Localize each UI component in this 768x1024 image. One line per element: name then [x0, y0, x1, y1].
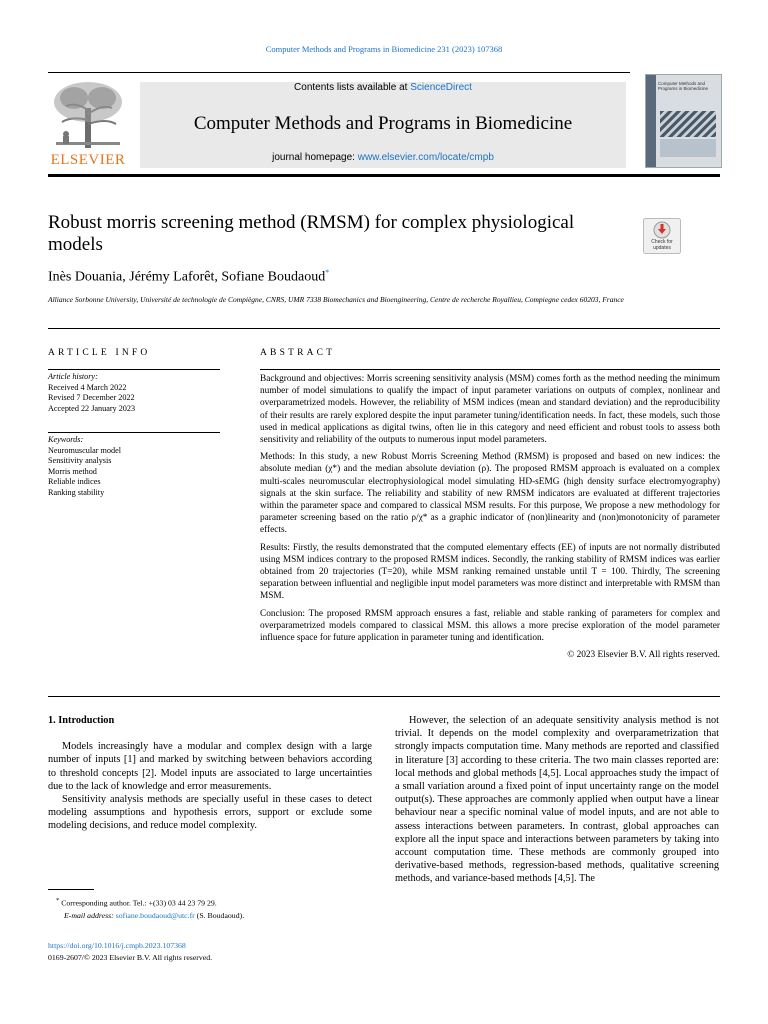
issn-copyright: 0169-2607/© 2023 Elsevier B.V. All rights reserved.	[48, 953, 213, 962]
article-info-rule	[48, 369, 220, 370]
keyword-item: Sensitivity analysis	[48, 456, 112, 466]
body-left-column	[48, 714, 372, 833]
abstract-results: Results: Firstly, the results demonstrated that the computed elementary effects (EE) of inputs are not normally distributed using MSM indices contrary to the proposed RMSM indices. Secondly, the ranking stability of RMSM indices was earlier obtained from 20 trajectories (T=20), while MSM ranking remained unstable until T = 100. Thirdly, The screening separation between influential and negligible input model parameters was more distinct and interpretable with RMSM than MSM.	[260, 542, 720, 602]
footnote	[56, 895, 244, 922]
history-label: Article history:	[48, 372, 98, 381]
body-paragraph: Models increasingly have a modular and complex design with a large number of inputs [1] and marked by switching between behaviors according to threshold concepts [2]. Model inputs are associated to large uncertainties due to the lack of knowledge and error measurements.	[48, 741, 372, 792]
contents-prefix: Contents lists available at	[294, 82, 408, 93]
journal-reference-link[interactable]: Computer Methods and Programs in Biomedicine 231 (2023) 107368	[265, 44, 503, 54]
affiliation-rule	[48, 328, 720, 329]
body-right-column	[395, 714, 719, 886]
authors-text: Inès Douania, Jérémy Laforêt, Sofiane Boudaoud	[48, 269, 326, 285]
abstract-conclusion: Conclusion: The proposed RMSM approach ensures a fast, reliable and stable ranking of parameters for complex and overparametrized models compared to classical MSM. this allows a more precise exploration of the model parameter influence space for future application in parameter tuning and identification.	[260, 608, 720, 644]
author-list	[48, 268, 329, 286]
history-revised: Revised 7 December 2022	[48, 393, 135, 403]
homepage-link[interactable]: www.elsevier.com/locate/cmpb	[357, 152, 494, 163]
footnote-email	[56, 910, 244, 922]
elsevier-wordmark: ELSEVIER	[50, 152, 126, 168]
corresponding-author-marker[interactable]: *	[325, 268, 330, 277]
body-paragraph: Sensitivity analysis methods are specially useful in these cases to detect modeling assumptions and hypothesis errors, support or exclude some modeling decisions, and reduce model complexity.	[48, 794, 372, 832]
journal-cover-image	[645, 74, 722, 168]
article-history	[48, 372, 220, 414]
keywords-block	[48, 435, 220, 499]
footnote-line1: Corresponding author. Tel.: +(33) 03 44 23 79 29.	[61, 898, 217, 908]
footnote-corresponding	[56, 895, 244, 910]
abstract-copyright: © 2023 Elsevier B.V. All rights reserved.	[567, 650, 720, 661]
footnote-marker: *	[56, 897, 60, 904]
abstract-methods: Methods: In this study, a new Robust Morris Screening Method (RMSM) is proposed and based on new indices: the absolute median (χ*) and the median absolute deviation (ρ). The proposed RMSM approach is evaluated on a complex multi-scales neuromuscular electrophysiological model simulating HD-sEMG (high density surface electromyography) signals at the skin surface. The reliability and stability of new RMSM indicators are evaluated at different trajectories within the parameter space and compared to classical MSM results. For this purpose, We propose a new methodology for parameter screening based on the ratio ρ/χ* as a graphic indicator of (non)linearity and (non)monotonicity of parameter effects.	[260, 452, 720, 536]
abstract-rule	[260, 369, 720, 370]
history-accepted: Accepted 22 January 2023	[48, 403, 136, 413]
abstract-bottom-rule	[48, 696, 720, 697]
affiliation: Alliance Sorbonne University, Université de technologie de Compiègne, CNRS, UMR 7338 Biomechanics and Bioengineering, Centre de recherche Royallieu, Compiegne cedex 60203, France	[48, 295, 624, 304]
homepage-prefix: journal homepage:	[272, 152, 355, 163]
article-info-heading: ARTICLE INFO	[48, 348, 151, 358]
email-link[interactable]: sofiane.boudaoud@utc.fr	[115, 910, 195, 920]
doi-block	[48, 940, 212, 964]
doi-link[interactable]: https://doi.org/10.1016/j.cmpb.2023.107368	[48, 941, 186, 950]
check-updates-line2: updates	[653, 244, 671, 251]
section-heading: 1. Introduction	[48, 715, 115, 726]
keywords-label: Keywords:	[48, 435, 84, 444]
abstract-background: Background and objectives: Morris screening sensitivity analysis (MSM) comes forth as the method needing the minimum number of model simulations to qualify the impact of input parameter variations on outputs of complex, nonlinear and overparametrized models. However, the reliability of MSM indices (mean and standard deviation) and the reproducibility of their results are rarely explored despite the input parameter tuning/identification needs. In fact, these models, such those used in medical applications as digital twins, often lie in this category and need efficient and robust tools to assess both sensitivity and reliability of the outputs to numerous input model parameters.	[260, 374, 720, 446]
homepage-line	[140, 152, 626, 163]
history-received: Received 4 March 2022	[48, 382, 127, 392]
check-updates-line1: Check for	[651, 239, 673, 245]
sciencedirect-link[interactable]: ScienceDirect	[410, 82, 472, 93]
abstract-body	[260, 373, 720, 661]
header-bottom-rule	[48, 174, 720, 177]
footnote-rule	[48, 889, 94, 890]
contents-line	[140, 82, 626, 93]
keyword-item: Morris method	[48, 466, 97, 476]
cover-title: Computer Methods and Programs in Biomedicine	[658, 81, 709, 91]
keyword-item: Reliable indices	[48, 477, 101, 487]
keyword-item: Ranking stability	[48, 487, 105, 497]
journal-title: Computer Methods and Programs in Biomedicine	[193, 113, 573, 134]
body-paragraph: However, the selection of an adequate sensitivity analysis method is not trivial. It depends on the model complexity and overparametrization that strongly impacts computation time. Many methods are reported and classified in literature [3] according to these criteria. The two main classes reported are: local methods and global methods [4,5]. Local approaches study the impact of a small variation around a fixed point of input uncertainty range on the model output(s). These approaches are commonly applied when output have a linear behaviour near a specific nominal value of model inputs, and are not able to assess interactions between parameters. In contrast, global approaches can explore all the input space and interactions between parameters by taking into account computation time. These methods are commonly grouped into derivative-based methods, regression-based methods, qualitative screening methods, and variance-based methods [4,5]. The	[395, 715, 719, 885]
keyword-item: Neuromuscular model	[48, 445, 121, 455]
article-title: Robust morris screening method (RMSM) for complex physiological models	[48, 212, 575, 255]
email-label: E-mail address:	[64, 910, 114, 920]
check-for-updates-button[interactable]	[643, 218, 681, 254]
header-top-rule	[48, 72, 630, 73]
email-suffix: (S. Boudaoud).	[196, 910, 245, 920]
keywords-rule	[48, 432, 220, 433]
abstract-heading: ABSTRACT	[260, 348, 336, 358]
